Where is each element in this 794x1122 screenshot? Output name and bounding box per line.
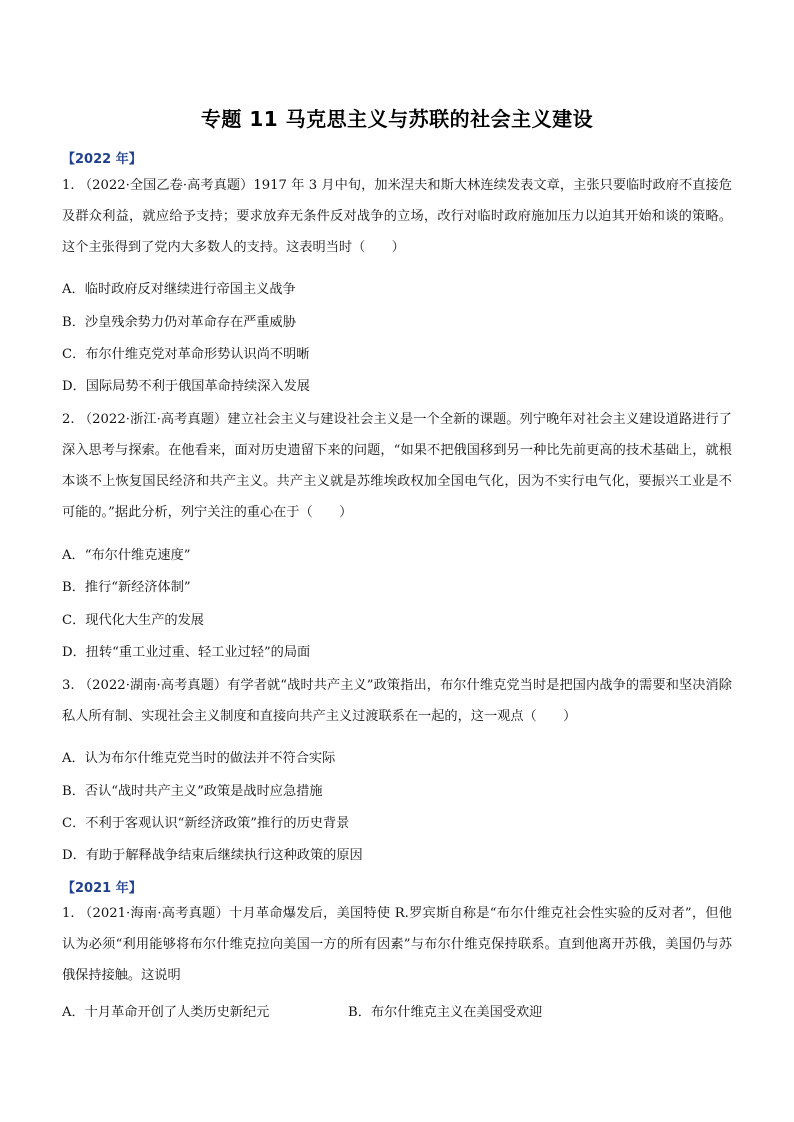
option-2022-2-c: C．现代化大生产的发展	[62, 613, 204, 628]
option-2022-2-b: B．推行“新经济体制”	[62, 580, 191, 595]
option-2022-2-d: D．扭转“重工业过重、轻工业过轻”的局面	[62, 645, 311, 660]
page-title: 专题 11 马克思主义与苏联的社会主义建设	[200, 107, 594, 131]
option-2022-1-b: B．沙皇残余势力仍对革命存在严重威胁	[62, 315, 296, 330]
question-2022-1: 1. （2022·全国乙卷·高考真题）1917 年 3 月中旬，加米涅夫和斯大林连续发表文章，主张只要临时政府不直接危及群众利益，就应给予支持；要求放弃无条件反对战争的立场，改行对临时政府施加压力以迫其开始和谈的策略。这个主张得到了党内大多数人的支持。这表明当时（ ）	[62, 178, 732, 255]
question-2021-1: 1. （2021·海南·高考真题）十月革命爆发后，美国特使 R.罗宾斯自称是“布尔什维克社会性实验的反对者”，但他认为必须“利用能够将布尔什维克拉向美国一方的所有因素”与布尔什维克保持联系。直到他离开苏俄，美国仍与苏俄保持接触。这说明	[62, 906, 732, 983]
option-2022-3-a: A．认为布尔什维克党当时的做法并不符合实际	[62, 751, 336, 766]
option-2022-3-b: B．否认“战时共产主义”政策是战时应急措施	[62, 784, 323, 799]
year-heading-2022: 【2022 年】	[62, 152, 142, 167]
option-2022-1-d: D．国际局势不利于俄国革命持续深入发展	[62, 379, 310, 394]
option-2022-1-c: C．布尔什维克党对革命形势认识尚不明晰	[62, 347, 310, 362]
option-2021-1-b: B．布尔什维克主义在美国受欢迎	[348, 1005, 543, 1020]
option-2022-2-a: A．“布尔什维克速度”	[62, 548, 191, 563]
question-2022-2: 2. （2022·浙江·高考真题）建立社会主义与建设社会主义是一个全新的课题。列宁晚年对社会主义建设道路进行了深入思考与探索。在他看来，面对历史遗留下来的问题，“如果不把俄国移到另一种比先前更高的技术基础上，就根本谈不上恢复国民经济和共产主义。共产主义就是苏维埃政权加全国电气化，因为不实行电气化，要振兴工业是不可能的。”据此分析，列宁关注的重心在于（ ）	[62, 412, 732, 520]
option-2021-1-a: A．十月革命开创了人类历史新纪元	[62, 1005, 270, 1020]
question-2022-3: 3. （2022·湖南·高考真题）有学者就“战时共产主义”政策指出，布尔什维克党当时是把国内战争的需要和坚决消除私人所有制、实现社会主义制度和直接向共产主义过渡联系在一起的，这一观点（ ）	[62, 678, 732, 724]
option-2022-3-d: D．有助于解释战争结束后继续执行这种政策的原因	[62, 848, 363, 863]
option-2022-3-c: C．不利于客观认识“新经济政策”推行的历史背景	[62, 816, 350, 831]
year-heading-2021: 【2021 年】	[62, 881, 142, 896]
option-2022-1-a: A．临时政府反对继续进行帝国主义战争	[62, 282, 296, 297]
